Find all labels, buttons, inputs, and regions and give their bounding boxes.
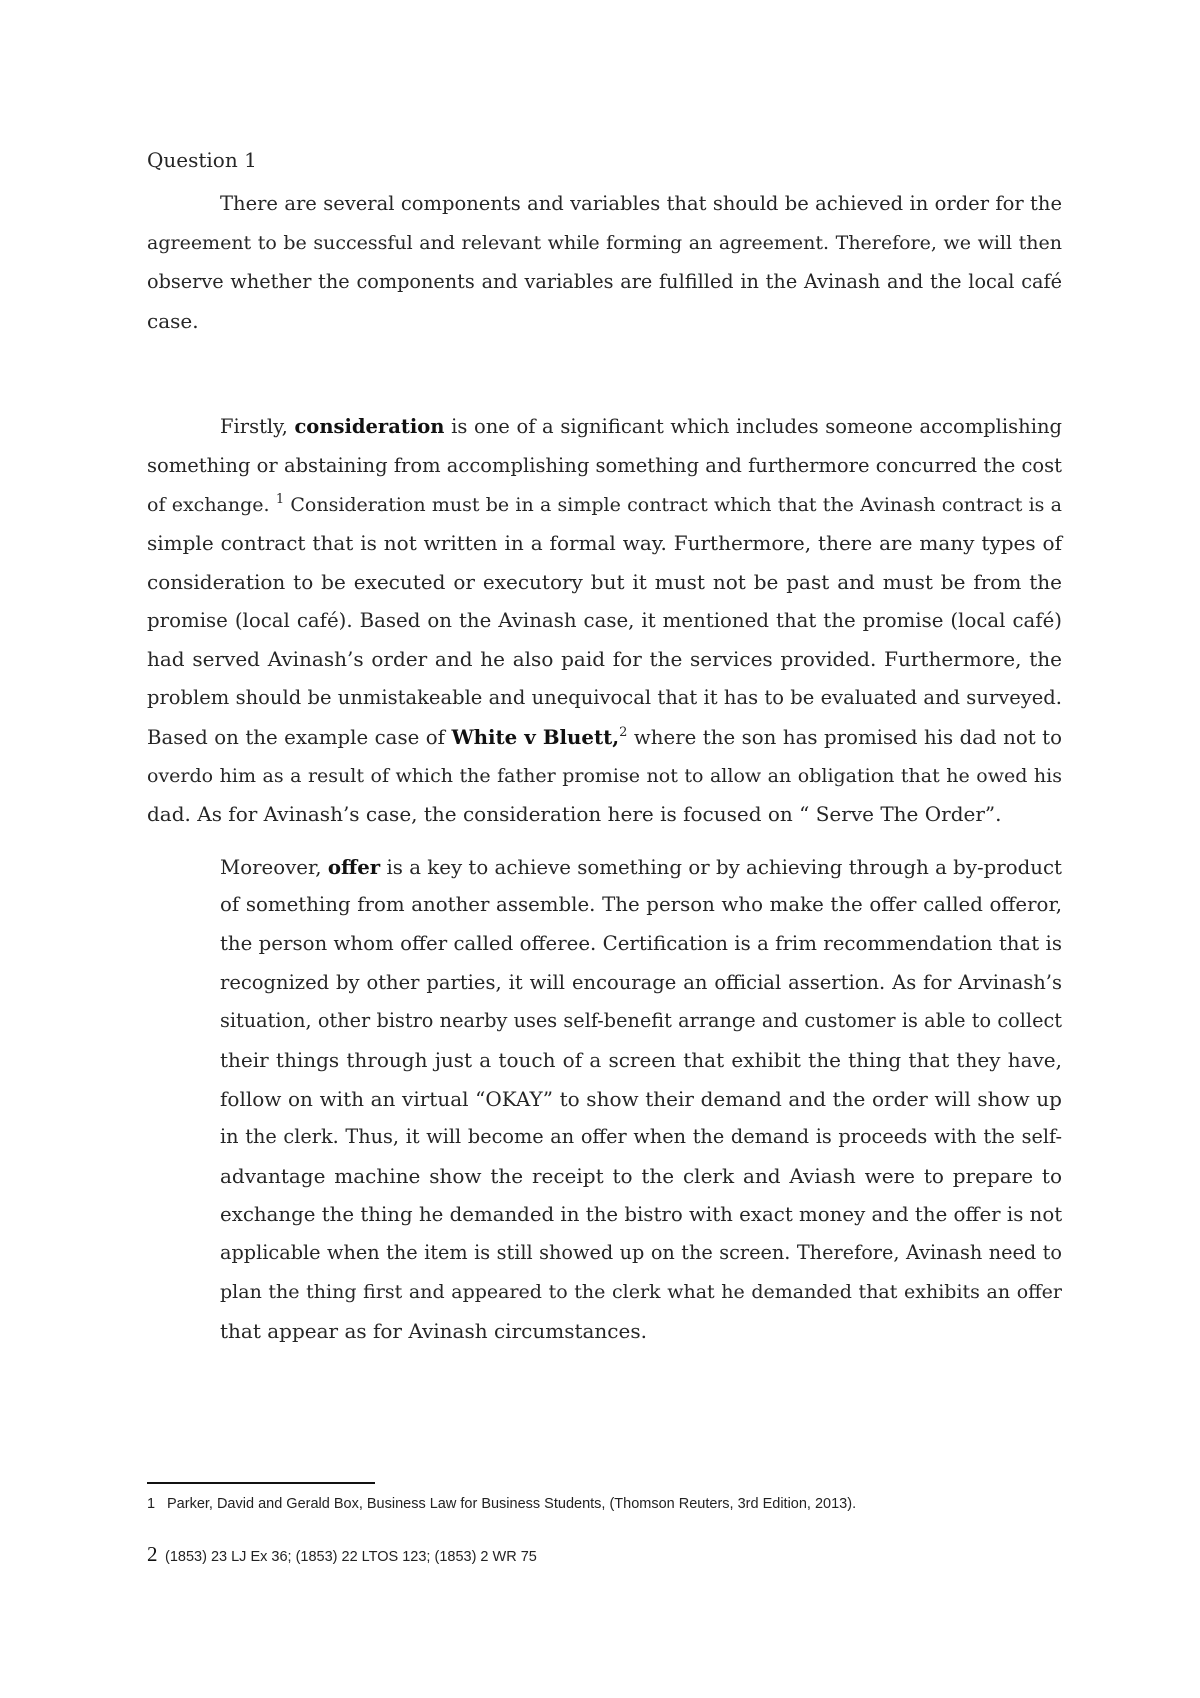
term-consideration: consideration: [294, 415, 445, 438]
paragraph-3-line-12: plan the thing first and appeared to the clerk what he demanded that exhibits an offer: [220, 1281, 1062, 1303]
paragraph-3-line-4: recognized by other parties, it will encourage an official assertion. As for Arvinash’s: [220, 971, 1062, 994]
paragraph-3-line-1: [220, 853, 1062, 882]
case-citation: White v Bluett: [451, 725, 613, 749]
paragraph-2-line-4: simple contract that is not written in a formal way. Furthermore, there are many types of: [147, 531, 1062, 555]
paragraph-2-line-2: something or abstaining from accomplishing something and furthermore concurred the cost: [147, 454, 1062, 477]
text-run: Based on the example case of: [147, 726, 452, 749]
paragraph-3-line-5: situation, other bistro nearby uses self-benefit arrange and customer is able to collect: [220, 1009, 1062, 1032]
paragraph-1-line-3: observe whether the components and variables are fulfilled in the Avinash and the local café: [147, 270, 1062, 293]
text-run: where the son has promised his dad not to: [627, 726, 1063, 749]
text-run: Firstly,: [220, 415, 295, 438]
paragraph-3-line-7: follow on with an virtual “OKAY” to show their demand and the order will show up: [220, 1087, 1062, 1111]
footnote-text: Parker, David and Gerald Box, Business Law for Business Students, (Thomson Reuters, 3rd Edition, 2013).: [167, 1496, 857, 1512]
paragraph-1-line-1: There are several components and variables that should be achieved in order for the: [220, 192, 1062, 215]
text-run: Consideration must be in a simple contract which that the Avinash contract is a: [284, 494, 1062, 516]
question-heading: Question 1: [147, 148, 257, 172]
paragraph-2-line-6: promise (local café). Based on the Avinash case, it mentioned that the promise (local café): [147, 609, 1062, 632]
text-run: is a key to achieve something or by achieving through a by-product: [380, 856, 1062, 879]
paragraph-2-line-11: dad. As for Avinash’s case, the consideration here is focused on “ Serve The Order”.: [147, 802, 1002, 826]
paragraph-2-line-1: [220, 413, 1062, 441]
paragraph-2-line-3: [147, 491, 1062, 519]
paragraph-3-line-10: exchange the thing he demanded in the bistro with exact money and the offer is not: [220, 1203, 1063, 1226]
text-run: of exchange.: [147, 494, 276, 516]
footnote-text: (1853) 23 LJ Ex 36; (1853) 22 LTOS 123; (1853) 2 WR 75: [165, 1549, 537, 1565]
paragraph-3-line-13: that appear as for Avinash circumstances.: [220, 1319, 647, 1343]
paragraph-3-line-6: their things through just a touch of a screen that exhibit the thing that they have,: [220, 1048, 1062, 1072]
footnote-number: 2: [147, 1542, 158, 1566]
paragraph-3-line-9: advantage machine show the receipt to the clerk and Aviash were to prepare to: [220, 1164, 1062, 1188]
footnote-2: [147, 1544, 537, 1567]
comma: ,: [612, 725, 620, 749]
paragraph-2-line-7: had served Avinash’s order and he also paid for the services provided. Furthermore, the: [147, 647, 1062, 671]
footnote-1: [147, 1494, 856, 1514]
text-run: Moreover,: [220, 856, 328, 879]
footnote-ref-2[interactable]: 2: [619, 725, 628, 740]
paragraph-3-line-3: the person whom offer called offeree. Certification is a frim recommendation that is: [220, 932, 1062, 955]
paragraph-2-line-9: [147, 723, 1062, 752]
text-run: is one of a significant which includes someone accomplishing: [444, 415, 1062, 438]
paragraph-3-line-8: in the clerk. Thus, it will become an offer when the demand is proceeds with the self-: [220, 1125, 1062, 1148]
term-offer: offer: [327, 855, 381, 879]
paragraph-2-line-10: overdo him as a result of which the father promise not to allow an obligation that he owed his: [147, 765, 1062, 787]
paragraph-2-line-5: consideration to be executed or executory but it must not be past and must be from the: [147, 570, 1062, 594]
paragraph-3-line-2: of something from another assemble. The person who make the offer called offeror,: [220, 893, 1062, 916]
paragraph-2-line-8: problem should be unmistakeable and unequivocal that it has to be evaluated and surveyed.: [147, 686, 1062, 709]
paragraph-3-line-11: applicable when the item is still showed up on the screen. Therefore, Avinash need to: [220, 1241, 1062, 1264]
footnote-number: 1: [147, 1496, 156, 1512]
footnote-separator: [147, 1482, 375, 1484]
paragraph-1-line-2: agreement to be successful and relevant while forming an agreement. Therefore, we will then: [147, 232, 1062, 254]
footnote-ref-1[interactable]: 1: [275, 492, 285, 507]
paragraph-1-line-4: case.: [147, 309, 199, 333]
